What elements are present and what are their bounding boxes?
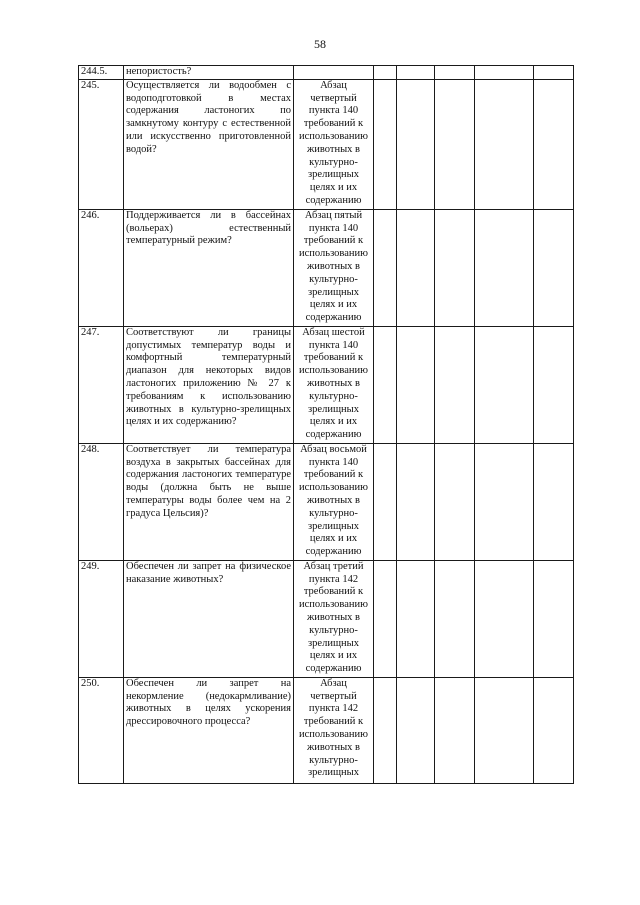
blank-cell <box>374 66 397 80</box>
blank-cell <box>534 209 574 326</box>
blank-cell <box>534 443 574 560</box>
checklist-table <box>78 65 574 784</box>
blank-cell <box>374 677 397 783</box>
blank-cell <box>435 66 475 80</box>
item-number: 249. <box>79 560 124 677</box>
item-number: 248. <box>79 443 124 560</box>
blank-cell <box>534 326 574 443</box>
blank-cell <box>374 209 397 326</box>
item-number: 244.5. <box>79 66 124 80</box>
blank-cell <box>374 79 397 209</box>
blank-cell <box>397 66 435 80</box>
blank-cell <box>534 79 574 209</box>
blank-cell <box>475 560 534 677</box>
blank-cell <box>397 443 435 560</box>
item-number: 246. <box>79 209 124 326</box>
question-text: Обеспечен ли запрет на физическое наказание животных? <box>124 560 294 677</box>
blank-cell <box>435 677 475 783</box>
question-text: Обеспечен ли запрет на некормление (недокармливание) животных в целях ускорения дрессировочного процесса? <box>124 677 294 783</box>
table-row <box>79 443 574 560</box>
item-number: 247. <box>79 326 124 443</box>
blank-cell <box>435 79 475 209</box>
reference-text: Абзац пятый пункта 140 требований к использованию животных в культурно-зрелищных целях и их содержанию <box>294 209 374 326</box>
item-number: 250. <box>79 677 124 783</box>
blank-cell <box>534 560 574 677</box>
blank-cell <box>397 79 435 209</box>
blank-cell <box>397 326 435 443</box>
blank-cell <box>475 209 534 326</box>
blank-cell <box>475 443 534 560</box>
table-row <box>79 677 574 783</box>
reference-text <box>294 66 374 80</box>
page-number: 58 <box>314 37 326 51</box>
question-text: непористость? <box>124 66 294 80</box>
blank-cell <box>435 443 475 560</box>
item-number: 245. <box>79 79 124 209</box>
blank-cell <box>435 209 475 326</box>
question-text: Поддерживается ли в бассейнах (вольерах) естественный температурный режим? <box>124 209 294 326</box>
blank-cell <box>397 560 435 677</box>
question-text: Соответствует ли температура воздуха в закрытых бассейнах для содержания ластоногих температуре воды (должна быть не выше температуры воды более чем на 2 градуса Цельсия)? <box>124 443 294 560</box>
reference-text: Абзац четвертый пункта 140 требований к использованию животных в культурно-зрелищных целях и их содержанию <box>294 79 374 209</box>
table-row <box>79 79 574 209</box>
blank-cell <box>475 66 534 80</box>
reference-text: Абзац четвертый пункта 142 требований к использованию животных в культурно-зрелищных <box>294 677 374 783</box>
table-row <box>79 560 574 677</box>
blank-cell <box>534 66 574 80</box>
question-text: Осуществляется ли водообмен с водоподготовкой в местах содержания ластоногих по замкнутому контуру с естественной или искусственно приготовленной водой? <box>124 79 294 209</box>
table-row <box>79 326 574 443</box>
reference-text: Абзац третий пункта 142 требований к использованию животных в культурно-зрелищных целях и их содержанию <box>294 560 374 677</box>
blank-cell <box>534 677 574 783</box>
table-row <box>79 66 574 80</box>
blank-cell <box>374 443 397 560</box>
blank-cell <box>475 677 534 783</box>
blank-cell <box>475 79 534 209</box>
blank-cell <box>435 326 475 443</box>
reference-text: Абзац шестой пункта 140 требований к использованию животных в культурно-зрелищных целях и их содержанию <box>294 326 374 443</box>
blank-cell <box>435 560 475 677</box>
blank-cell <box>374 560 397 677</box>
question-text: Соответствуют ли границы допустимых температур воды и комфортный температурный диапазон для некоторых видов ластоногих приложению № 27 к требованиям к использованию животных в культурно-зрелищных целях и их содержанию? <box>124 326 294 443</box>
blank-cell <box>374 326 397 443</box>
blank-cell <box>475 326 534 443</box>
table-row <box>79 209 574 326</box>
reference-text: Абзац восьмой пункта 140 требований к использованию животных в культурно-зрелищных целях и их содержанию <box>294 443 374 560</box>
blank-cell <box>397 677 435 783</box>
blank-cell <box>397 209 435 326</box>
